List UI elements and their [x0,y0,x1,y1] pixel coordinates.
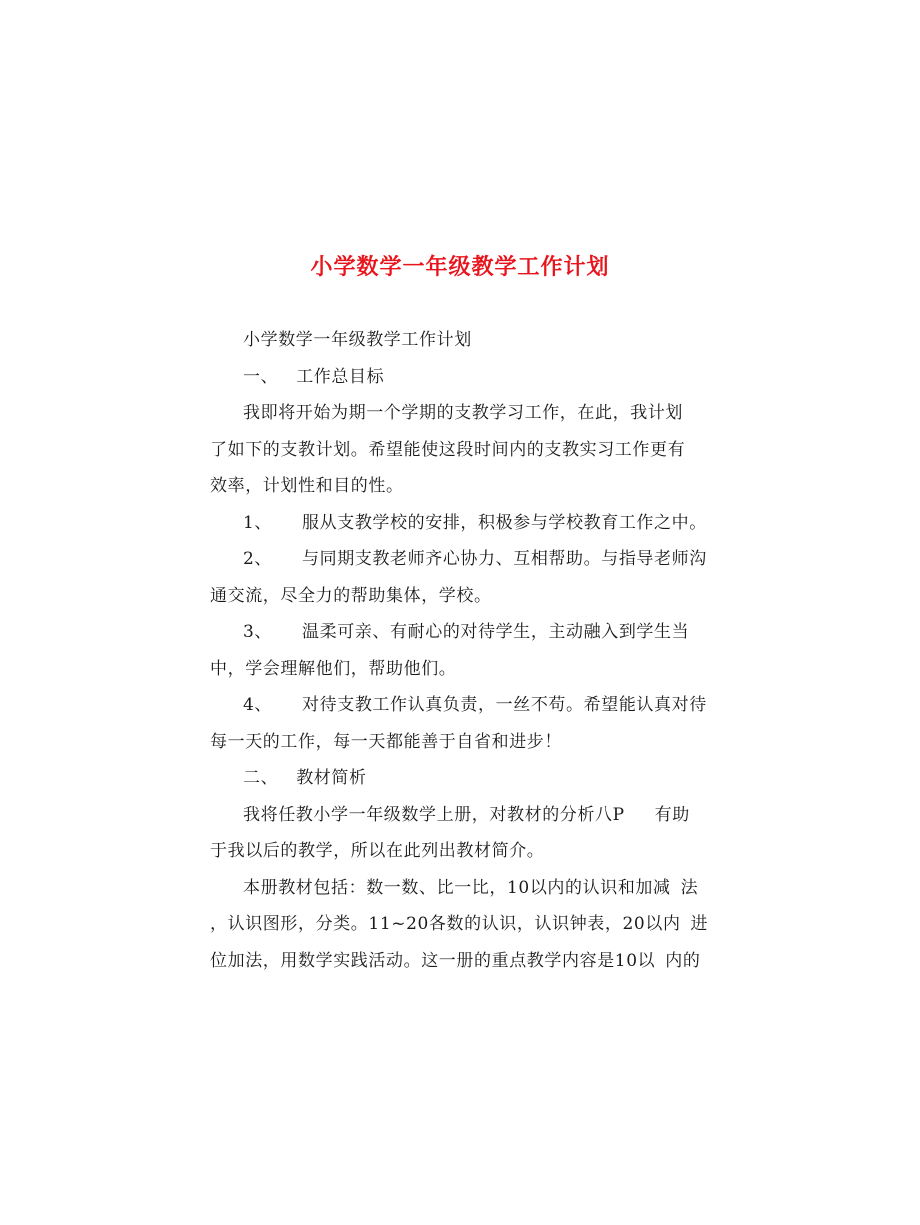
list-item [210,505,712,542]
list-item-continuation [210,651,712,688]
list-item [210,541,712,578]
document-body [210,322,712,979]
item-2-text-1: 与同期支教老师齐心协力、互相帮助。与指导老师沟 [302,549,707,569]
list-item-continuation [210,724,712,761]
para-2-line-2 [210,833,712,870]
intro-line-1 [210,395,712,432]
section-2-title: 教材简析 [296,768,367,788]
item-2-text-2: 通交流，尽全力的帮助集体，学校。 [210,585,492,606]
item-4-text-1: 对待支教工作认真负责，一丝不苟。希望能认真对待 [302,695,707,715]
intro-text-2: 了如下的支教计划。希望能使这段时间内的支教实习工作更有 [210,439,686,460]
list-item [210,687,712,724]
para-3-text-2b: 进 [690,914,709,934]
section-1-heading [210,359,712,396]
intro-line-3 [210,468,712,505]
document-title: 小学数学一年级教学工作计划 [310,255,610,280]
section-2-heading [210,760,712,797]
intro-line-2 [210,432,712,469]
subtitle: 小学数学一年级教学工作计划 [243,330,472,350]
intro-text-3: 效率，计划性和目的性。 [210,476,404,496]
para-3-line-2 [210,906,712,943]
item-3-text-1: 温柔可亲、有耐心的对待学生，主动融入到学生当 [302,622,690,642]
intro-text-1: 我即将开始为期一个学期的支教学习工作，在此，我计划 [243,403,683,423]
subtitle-line [210,322,712,359]
section-2-number: 二、 [243,768,279,788]
para-2-text-2: 于我以后的教学，所以在此列出教材简介。 [210,841,545,861]
section-1-number: 一、 [243,366,279,387]
para-2-text-1a: 我将任教小学一年级数学上册，对教材的分析八P [243,804,625,825]
item-1-text: 服从支教学校的安排，积极参与学校教育工作之中。 [302,512,707,533]
item-2-number: 2、 [243,549,273,569]
para-2-text-1b: 有助 [654,804,690,825]
para-3-text-1a: 本册教材包括：数一数、比一比，10以内的认识和加减 [243,877,671,898]
para-3-text-3b: 内的 [665,950,701,971]
item-1-number: 1、 [243,512,273,533]
para-3-line-1 [210,870,712,907]
item-3-number: 3、 [243,622,273,642]
para-3-text-2a: ，认识图形，分类。11~20各数的认识，认识钟表，20以内 [210,914,681,934]
para-3-line-3 [210,943,712,980]
section-1-title: 工作总目标 [296,366,385,387]
item-4-text-2: 每一天的工作，每一天都能善于自省和进步！ [210,731,562,752]
para-3-text-1b: 法 [680,877,699,898]
item-4-number: 4、 [243,695,273,715]
list-item [210,614,712,651]
item-3-text-2: 中，学会理解他们，帮助他们。 [210,658,457,679]
list-item-continuation [210,578,712,615]
para-3-text-3a: 位加法，用数学实践活动。这一册的重点教学内容是10以 [210,950,656,971]
para-2-line-1 [210,797,712,834]
